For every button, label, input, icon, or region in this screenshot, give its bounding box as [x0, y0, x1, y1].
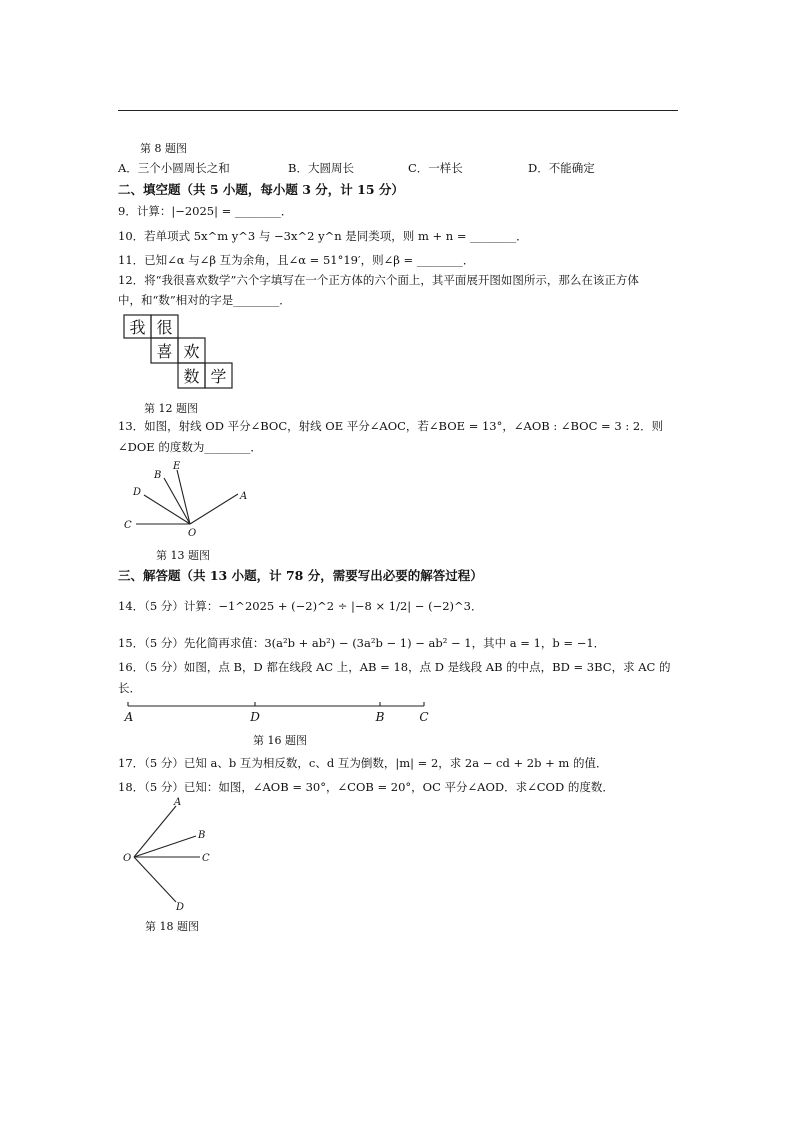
- q12-caption: 第 12 题图: [144, 402, 198, 415]
- q15-text: 15．（5 分）先化简再求值：3(a²b + ab²) − (3a²b − 1) − ab² − 1，其中 a = 1，b = −1．: [118, 636, 606, 650]
- q8-option-a: A．三个小圆周长之和: [118, 161, 230, 175]
- q18-caption: 第 18 题图: [145, 920, 199, 933]
- label-e: E: [173, 461, 181, 472]
- label-d: D: [250, 710, 260, 724]
- label-o: O: [123, 853, 132, 864]
- label-a: A: [174, 797, 182, 808]
- section3-title: 三、解答题（共 13 小题，计 78 分，需要写出必要的解答过程）: [118, 568, 483, 583]
- net-char-1: 我: [129, 318, 146, 337]
- net-char-3: 喜: [156, 342, 173, 361]
- q8-option-d: D．不能确定: [528, 161, 595, 175]
- q18-text: 18．（5 分）已知：如图，∠AOB = 30°，∠COB = 20°，OC 平分∠AOD．求∠COD 的度数．: [118, 780, 614, 794]
- net-char-6: 学: [210, 367, 227, 386]
- label-c: C: [419, 710, 429, 724]
- label-c: C: [124, 520, 132, 531]
- label-a: A: [240, 491, 248, 502]
- q16-line1: 16．（5 分）如图，点 B，D 都在线段 AC 上，AB = 18，点 D 是线段 AB 的中点，BD = 3BC，求 AC 的: [118, 660, 671, 674]
- net-char-4: 欢: [183, 342, 200, 361]
- q8-caption: 第 8 题图: [140, 142, 187, 155]
- q8-option-c: C．一样长: [408, 161, 463, 175]
- label-d: D: [133, 487, 142, 498]
- q13-line1: 13．如图，射线 OD 平分∠BOC，射线 OE 平分∠AOC，若∠BOE = 13°，∠AOB : ∠BOC = 3 : 2．则: [118, 419, 664, 433]
- q8-option-b: B．大圆周长: [288, 161, 354, 175]
- q13-caption: 第 13 题图: [156, 549, 210, 562]
- section2-title: 二、填空题（共 5 小题，每小题 3 分，计 15 分）: [118, 182, 404, 197]
- q10-text: 10．若单项式 5x^m y^3 与 −3x^2 y^n 是同类项，则 m + n = ________．: [118, 229, 528, 243]
- q12-line1: 12．将“我很喜欢数学”六个字填写在一个正方体的六个面上，其平面展开图如图所示，那么在该正方体: [118, 273, 639, 287]
- label-o: O: [188, 528, 197, 539]
- label-b: B: [154, 470, 162, 481]
- net-char-2: 很: [156, 318, 173, 337]
- label-b: B: [198, 830, 206, 841]
- label-b: B: [375, 710, 385, 724]
- label-a: A: [124, 710, 134, 724]
- q13-line2: ∠DOE 的度数为________．: [118, 440, 262, 454]
- q12-line2: 中，和“数”相对的字是________．: [118, 293, 291, 307]
- q16-caption: 第 16 题图: [253, 734, 307, 747]
- ray-od: [134, 857, 176, 902]
- net-char-5: 数: [183, 367, 200, 386]
- q11-text: 11．已知∠α 与∠β 互为余角，且∠α = 51°19′，则∠β = ________．: [118, 253, 475, 267]
- label-d: D: [176, 902, 185, 913]
- q16-line2: 长．: [118, 681, 141, 695]
- label-c: C: [202, 853, 210, 864]
- q17-text: 17．（5 分）已知 a、b 互为相反数，c、d 互为倒数，|m| = 2，求 2a − cd + 2b + m 的值．: [118, 756, 608, 770]
- q14-text: 14．（5 分）计算：−1^2025 + (−2)^2 ÷ |−8 × 1/2| − (−2)^3．: [118, 599, 483, 613]
- q9-text: 9．计算：|−2025| = ________．: [118, 204, 293, 218]
